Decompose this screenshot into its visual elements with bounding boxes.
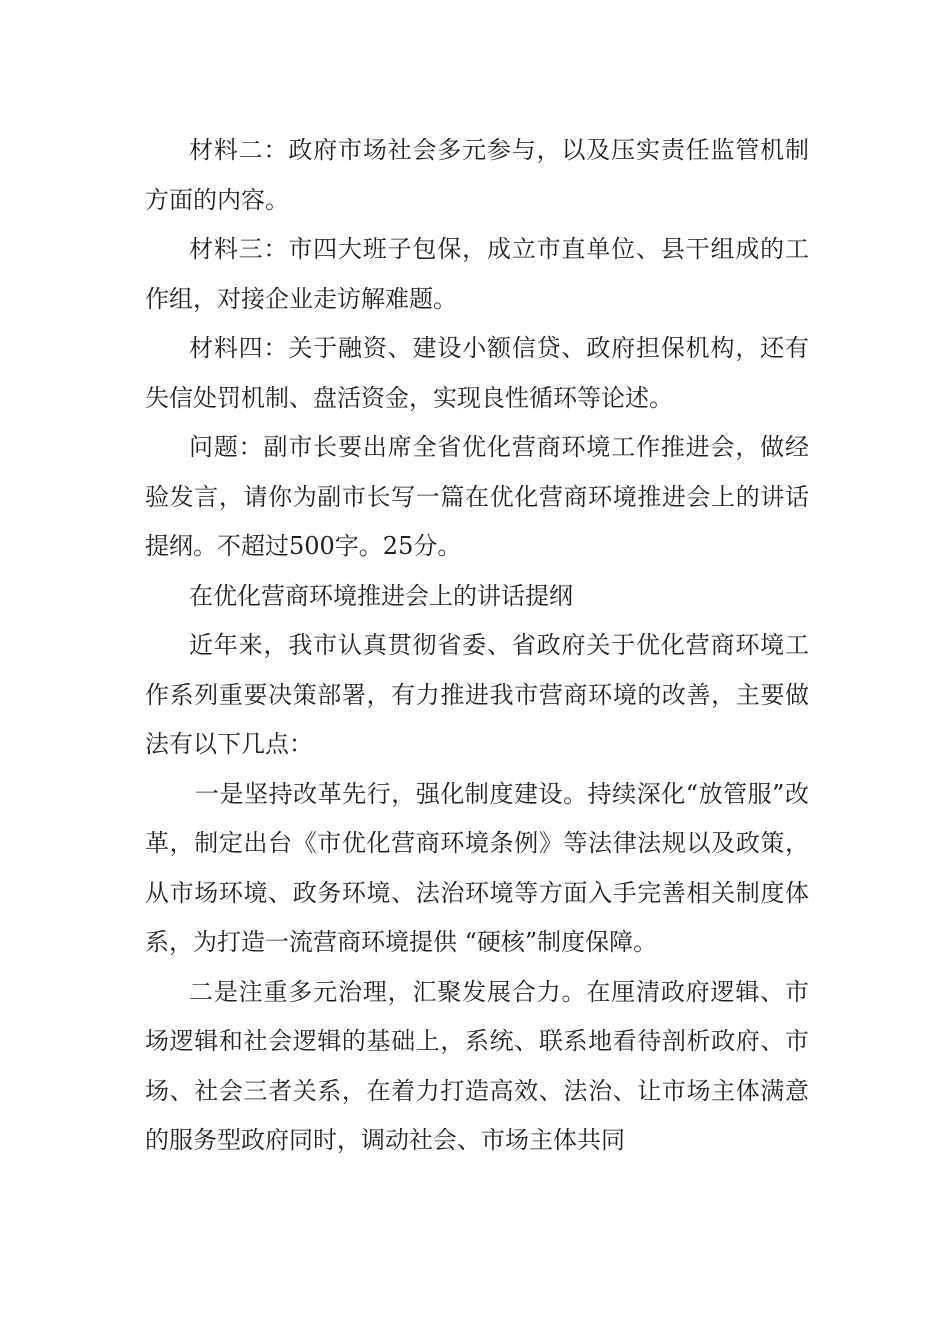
point-one-paragraph: 一是坚持改革先行，强化制度建设。持续深化“放管服”改革，制定出台《市优化营商环境条例》等法律法规以及政策，从市场环境、政务环境、法治环境等方面入手完善相关制度体系，为打造一流营商环境提供 “硬核”制度保障。 (145, 779, 809, 956)
point-two-paragraph: 二是注重多元治理，汇聚发展合力。在厘清政府逻辑、市场逻辑和社会逻辑的基础上，系统、联系地看待剖析政府、市场、社会三者关系，在着力打造高效、法治、让市场主体满意的服务型政府同时，调动社会、市场主体共同 (145, 977, 809, 1154)
material-four-paragraph: 材料四：关于融资、建设小额信贷、政府担保机构，还有失信处罚机制、盘活资金，实现良性循环等论述。 (145, 334, 809, 412)
material-two-paragraph: 材料二：政府市场社会多元参与，以及压实责任监管机制方面的内容。 (145, 136, 809, 214)
material-three-paragraph: 材料三：市四大班子包保，成立市直单位、县干组成的工作组，对接企业走访解难题。 (145, 235, 809, 313)
question-paragraph: 问题：副市长要出席全省优化营商环境工作推进会，做经验发言，请你为副市长写一篇在优化营商环境推进会上的讲话提纲。不超过500字。25分。 (145, 433, 809, 560)
document-body (145, 126, 809, 1166)
outline-title: 在优化营商环境推进会上的讲话提纲 (189, 581, 573, 610)
intro-paragraph: 近年来，我市认真贯彻省委、省政府关于优化营商环境工作系列重要决策部署，有力推进我市营商环境的改善，主要做法有以下几点： (145, 631, 809, 758)
